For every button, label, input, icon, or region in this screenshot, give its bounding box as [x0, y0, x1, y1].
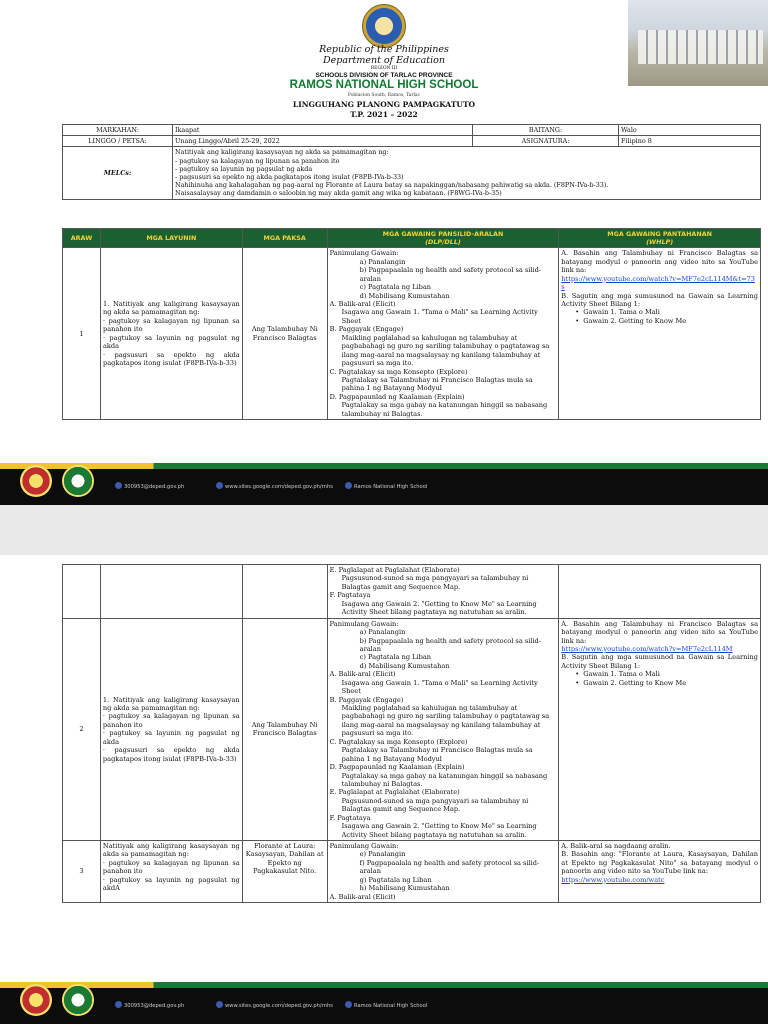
document-page-2 — [0, 555, 768, 1024]
asignatura-value: Filipino 8 — [619, 136, 761, 147]
panimula-item: c) Pagtatala ng Liban — [359, 283, 432, 292]
footer-stripe — [0, 982, 768, 988]
page-footer — [0, 463, 768, 505]
list-item: • Gawain 2. Getting to Know Me — [575, 679, 758, 687]
step-a-heading: A. Balik-aral (Elicit) — [329, 892, 396, 901]
col-pantahanan-title: MGA GAWAING PANTAHANAN — [607, 230, 713, 238]
school-year: T.P. 2021 – 2022 — [350, 110, 418, 119]
step-d-heading: D. Pagpapaunlad ng Kaalaman (Explain) — [329, 392, 465, 401]
panimula-item: h) Mabilisang Kumustahan — [359, 884, 450, 893]
facebook-icon — [345, 1001, 352, 1008]
pantahanan-cell — [559, 248, 761, 420]
layunin-cell — [100, 841, 242, 903]
step-d-body: Pagtalakay sa mga gabay na katanungan hinggil sa nabasang talambuhay ni Balagtas. — [341, 771, 548, 788]
step-f-heading: F. Pagtataya — [329, 813, 371, 822]
araw-cell: 2 — [63, 618, 101, 840]
step-e-body: Pagsusunod-sunod sa mga pangyayari sa talambuhay ni Balagtas gamit ang Sequence Map. — [341, 574, 529, 591]
list-item: • Gawain 1. Tama o Mali — [575, 308, 758, 316]
baitang-value: Walo — [619, 125, 761, 136]
step-c-body: Pagtalakay sa Talambuhay ni Francisco Balagtas mula sa pahina 1 ng Batayang Modyul — [341, 746, 533, 763]
lesson-plan-table-1 — [62, 228, 761, 420]
table-row — [63, 841, 761, 903]
step-b-body: Maikling paglalahad sa kahulugan ng talambuhay at pagbabahagi ng guro ng sariling talambuhay o pagtatawag sa ilang mag-aaral na magsalaysay ng kanilang talambuhay at pagsusuri sa mga ito. — [341, 704, 550, 738]
linggo-label: LINGGO / PETSA: — [63, 136, 173, 147]
youtube-link[interactable]: https://www.youtube.com/watch?v=MF7e2cL114M&t=73s — [561, 274, 755, 292]
layunin-line: · pagtukoy sa layunin ng pagsulat ng akda — [102, 729, 240, 746]
division-logo — [20, 465, 52, 497]
step-a-body: Isagawa ang Gawain 1. "Tama o Mali" sa Learning Activity Sheet — [341, 308, 538, 325]
step-d-heading: D. Pagpapaunlad ng Kaalaman (Explain) — [329, 763, 465, 772]
panimula-item: a) Panalangin — [359, 628, 406, 637]
panimula-label: Panimulang Gawain: — [329, 842, 399, 850]
footer-website[interactable] — [216, 1001, 333, 1009]
markahan-label: MARKAHAN: — [63, 125, 173, 136]
page-gap — [0, 505, 768, 555]
panimula-item: e) Panalangin — [359, 850, 406, 859]
step-e-body: Pagsusunod-sunod sa mga pangyayari sa talambuhay ni Balagtas gamit ang Sequence Map. — [341, 796, 529, 814]
melc-line: Naisasalaysay ang damdamin o saloobin ng may akda gamit ang wika ng kabataan. (F8WG-IVa-b-35) — [175, 189, 502, 198]
panimula-item: d) Mabilisang Kumustahan — [359, 291, 450, 300]
col-pantahanan-sub: (WHLP) — [646, 238, 674, 247]
araw-cell-empty — [63, 565, 101, 619]
panimula-item: g) Pagtatala ng Liban — [359, 875, 432, 884]
table-row-continued — [63, 565, 761, 619]
pantahanan-cell — [559, 618, 761, 840]
panimula-label: Panimulang Gawain: — [329, 619, 399, 628]
youtube-link[interactable]: https://www.youtube.com/watch?v=MF7e2cL114M — [561, 644, 733, 653]
gawain-list — [561, 670, 758, 687]
layunin-line: · pagtukoy sa kalagayan ng lipunan sa panahon ito — [102, 316, 240, 334]
footer-email-text: 300953@deped.gov.ph — [124, 1003, 185, 1009]
layunin-line: · pagsusuri sa epekto ng akda pagkatapos itong isulat (F8PB-IVa-b-33) — [102, 350, 240, 368]
markahan-value: Ikaapat — [173, 125, 473, 136]
pantahanan-cell — [559, 841, 761, 903]
lesson-plan-table-2 — [62, 564, 761, 903]
globe-icon — [216, 482, 223, 489]
panimula-label: Panimulang Gawain: — [329, 249, 399, 258]
pantahanan-a: A. Balik-aral sa nagdaang aralin. — [561, 842, 671, 850]
division-logo — [20, 984, 52, 1016]
step-a-heading: A. Balik-aral (Elicit) — [329, 300, 396, 308]
footer-email-text: 300953@deped.gov.ph — [124, 484, 185, 490]
col-layunin: MGA LAYUNIN — [100, 229, 242, 248]
facebook-icon — [345, 482, 352, 489]
pantahanan-a: A. Basahin ang Talambuhay ni Francisco Balagtas sa batayang modyul o panoorin ang video nito sa YouTube link na: — [561, 249, 758, 275]
pantahanan-b: B. Sagutin ang mga sumusunod na Gawain sa Learning Activity Sheet Bilang 1: — [561, 291, 758, 308]
linggo-value: Unang Linggo/Abril 25-29, 2022 — [173, 136, 473, 147]
layunin-line: · pagtukoy sa kalagayan ng lipunan sa panahon ito — [102, 858, 240, 876]
step-b-heading: B. Paggayak (Engage) — [329, 695, 404, 704]
footer-website-text: www.sites.google.com/deped.gov.ph/rnhs — [225, 1003, 334, 1009]
col-gawain-sub: (DLP/DLL) — [425, 238, 461, 247]
list-item: • Gawain 1. Tama o Mali — [575, 670, 758, 678]
footer-facebook[interactable] — [345, 1001, 427, 1009]
step-c-heading: C. Pagtalakay sa mga Konsepto (Explore) — [329, 367, 468, 376]
melc-line: - pagtukoy sa kalagayan ng lipunan sa panahon ito — [175, 156, 340, 165]
layunin-cell-empty — [100, 565, 242, 619]
header-region: REGION III — [370, 66, 398, 71]
step-e-heading: E. Paglalapat at Paglalahat (Elaborate) — [329, 566, 460, 574]
school-logo — [62, 465, 94, 497]
layunin-line: Natitiyak ang kaligirang kasaysayan ng akda sa pamamagitan ng: — [102, 842, 240, 859]
footer-stripe — [0, 463, 768, 469]
gawain-cell — [327, 565, 559, 619]
email-icon — [115, 482, 122, 489]
gawain-cell — [327, 841, 559, 903]
col-gawain-title: MGA GAWAING PANSILID-ARALAN — [382, 230, 504, 238]
document-page-1 — [0, 0, 768, 505]
panimula-item: d) Mabilisang Kumustahan — [359, 661, 450, 670]
gawain-cell — [327, 618, 559, 840]
melcs-content — [173, 147, 761, 199]
pantahanan-b: B. Basahin ang: "Florante at Laura, Kasaysayan, Dahilan at Epekto ng Pagkakasulat Nito" sa batayang modyul o panoorin ang video nito sa YouTube link na: — [561, 850, 758, 876]
document-title: LINGGUHANG PLANONG PAMPAGKATUTO — [292, 100, 476, 109]
header-department: Department of Education — [323, 55, 445, 66]
pantahanan-cell-empty — [559, 565, 761, 619]
step-c-body: Pagtalakay sa Talambuhay ni Francisco Balagtas mula sa pahina 1 ng Batayang Modyul — [341, 375, 533, 393]
paksa-cell: Ang Talambuhay Ni Francisco Balagtas — [242, 618, 327, 840]
layunin-line: 1. Natitiyak ang kaligirang kasaysayan ng akda sa pamamagitan ng: — [102, 695, 240, 712]
step-f-body: Isagawa ang Gawain 2. "Getting to Know Me" sa Learning Activity Sheet bilang pagtataya ng natutuhan sa aralin. — [341, 599, 537, 617]
footer-email[interactable] — [115, 482, 184, 490]
melc-line: Nahihinuha ang kahalagahan ng pag-aaral ng Florante at Laura batay sa napakinggan/nabasang pahiwatig sa akda. (F8PN-IVa-b-33). — [175, 181, 609, 190]
table-row — [63, 618, 761, 840]
col-pantahanan — [559, 229, 761, 248]
col-gawain — [327, 229, 559, 248]
step-c-heading: C. Pagtalakay sa mga Konsepto (Explore) — [329, 737, 468, 746]
step-a-body: Isagawa ang Gawain 1. "Tama o Mali" sa Learning Activity Sheet — [341, 678, 538, 696]
layunin-line: · pagtukoy sa kalagayan ng lipunan sa panahon ito — [102, 712, 240, 729]
deped-seal-logo — [362, 4, 406, 48]
step-e-heading: E. Paglalapat at Paglalahat (Elaborate) — [329, 788, 460, 797]
panimula-item: f) Pagpapaalala ng health and safety protocol sa silid-aralan — [359, 858, 540, 876]
step-f-body: Isagawa ang Gawain 2. "Getting to Know Me" sa Learning Activity Sheet bilang pagtataya ng natutuhan sa aralin. — [341, 822, 537, 839]
melc-line: - pagsusuri sa epekto ng akda pagkatapos itong isulat (F8PB-IVa-b-33) — [175, 172, 404, 181]
paksa-cell: Ang Talambuhay Ni Francisco Balagtas — [242, 248, 327, 420]
footer-facebook-text: Ramos National High School — [354, 1003, 428, 1009]
globe-icon — [216, 1001, 223, 1008]
panimula-item: b) Pagpapaalala ng health and safety protocol sa silid-aralan — [359, 266, 542, 283]
header-school-name: RAMOS NATIONAL HIGH SCHOOL — [289, 79, 479, 91]
footer-website-text: www.sites.google.com/deped.gov.ph/rnhs — [225, 484, 334, 490]
email-icon — [115, 1001, 122, 1008]
step-b-heading: B. Paggayak (Engage) — [329, 325, 404, 334]
melc-line: Natitiyak ang kaligirang kasaysayan ng akda sa pamamagitan ng: — [175, 148, 389, 157]
info-table — [62, 124, 761, 200]
araw-cell: 1 — [63, 248, 101, 420]
table-row — [63, 248, 761, 420]
step-b-body: Maikling paglalahad sa kahulugan ng talambuhay at pagbabahagi ng guro ng sariling talambuhay o pagtatawag sa ilang mag-aaral na magsalaysay ng kanilang talambuhay at pagsusuri sa mga ito. — [341, 333, 550, 368]
baitang-label: BAITANG: — [473, 125, 619, 136]
panimula-item: a) Panalangin — [359, 257, 406, 266]
step-a-heading: A. Balik-aral (Elicit) — [329, 670, 396, 679]
pantahanan-a: A. Basahin ang Talambuhay ni Francisco Balagtas sa batayang modyul o panoorin ang video nito sa YouTube link na: — [561, 619, 758, 645]
gawain-list — [561, 308, 758, 325]
col-araw: ARAW — [63, 229, 101, 248]
layunin-cell — [100, 248, 242, 420]
araw-cell: 3 — [63, 841, 101, 903]
panimula-item: c) Pagtatala ng Liban — [359, 653, 432, 662]
step-d-body: Pagtalakay sa mga gabay na katanungan hinggil sa nabasang talambuhay ni Balagtas. — [341, 401, 548, 418]
gawain-cell — [327, 248, 559, 420]
melc-line: - pagtukoy sa layunin ng pagsulat ng akda — [175, 164, 313, 173]
header-republic: Republic of the Philippines — [319, 44, 449, 55]
pantahanan-b: B. Sagutin ang mga sumusunod na Gawain sa Learning Activity Sheet Bilang 1: — [561, 653, 758, 670]
col-paksa: MGA PAKSA — [242, 229, 327, 248]
list-item: • Gawain 2. Getting to Know Me — [575, 317, 758, 325]
footer-facebook[interactable] — [345, 482, 427, 490]
melcs-label: MELCs: — [63, 147, 173, 199]
table-header-row — [63, 229, 761, 248]
header-division: SCHOOLS DIVISION OF TARLAC PROVINCE — [315, 72, 453, 79]
footer-facebook-text: Ramos National High School — [354, 484, 428, 490]
footer-website[interactable] — [216, 482, 333, 490]
layunin-line: · pagtukoy sa layunin ng pagsulat ng akda — [102, 333, 240, 351]
paksa-cell: Florante at Laura: Kasaysayan, Dahilan at Epekto ng Pagkakasulat Nito. — [242, 841, 327, 903]
footer-email[interactable] — [115, 1001, 184, 1009]
panimula-item: b) Pagpapaalala ng health and safety protocol sa silid-aralan — [359, 636, 542, 653]
header-address: Poblacion South, Ramos, Tarlac — [347, 93, 421, 98]
step-f-heading: F. Pagtataya — [329, 591, 371, 600]
asignatura-label: ASIGNATURA: — [473, 136, 619, 147]
youtube-link[interactable]: https://www.youtube.com/watc — [561, 875, 665, 884]
paksa-cell-empty — [242, 565, 327, 619]
layunin-cell — [100, 618, 242, 840]
school-logo — [62, 984, 94, 1016]
layunin-line: · pagtukoy sa layunin ng pagsulat ng akdA — [102, 875, 240, 893]
layunin-line: · pagsusuri sa epekto ng akda pagkatapos itong isulat (F8PB-IVa-b-33) — [102, 746, 240, 763]
layunin-line: 1. Natitiyak ang kaligirang kasaysayan ng akda sa pamamagitan ng: — [102, 300, 240, 317]
page-footer — [0, 982, 768, 1024]
